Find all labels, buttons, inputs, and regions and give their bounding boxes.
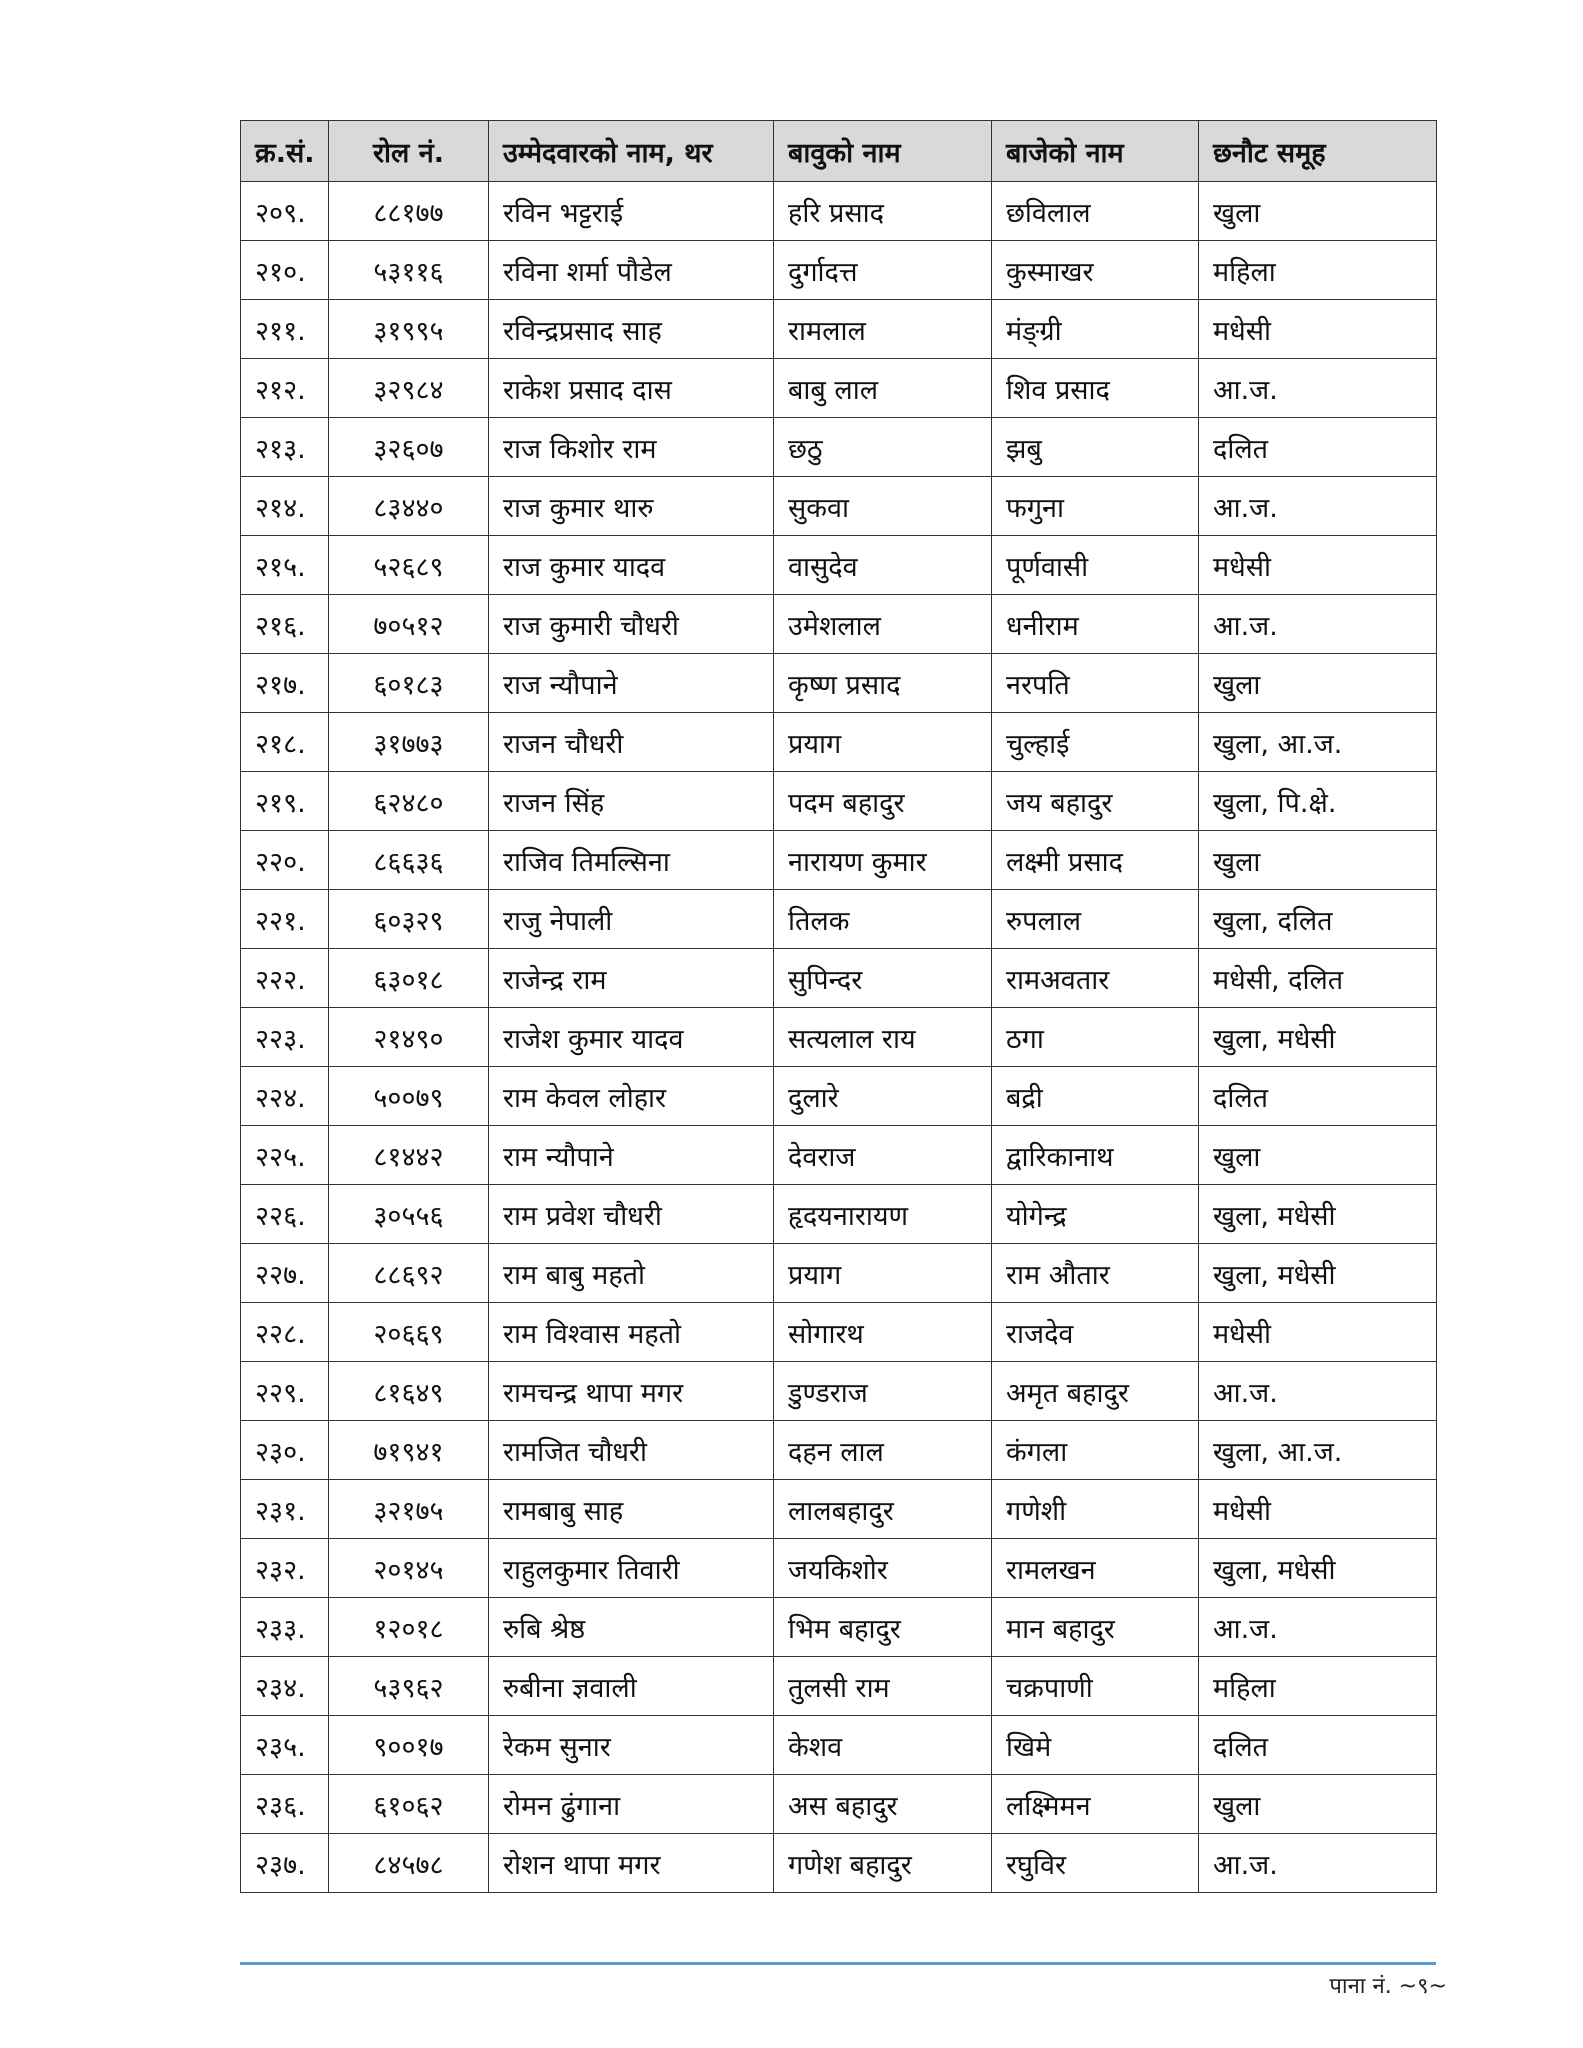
- cell-sn: २१९.: [241, 772, 329, 831]
- cell-group: मधेसी, दलित: [1199, 949, 1437, 1008]
- table-row: [241, 1303, 1437, 1362]
- table-row: [241, 1362, 1437, 1421]
- table-row: [241, 1421, 1437, 1480]
- cell-sn: २२९.: [241, 1362, 329, 1421]
- cell-roll: २०६६९: [329, 1303, 489, 1362]
- cell-father: अस बहादुर: [774, 1775, 992, 1834]
- cell-roll: ६३०१८: [329, 949, 489, 1008]
- cell-father: सुकवा: [774, 477, 992, 536]
- cell-group: मधेसी: [1199, 1480, 1437, 1539]
- cell-father: देवराज: [774, 1126, 992, 1185]
- cell-father: तुलसी राम: [774, 1657, 992, 1716]
- cell-group: आ.ज.: [1199, 1362, 1437, 1421]
- cell-group: महिला: [1199, 1657, 1437, 1716]
- cell-grandfather: गणेशी: [992, 1480, 1199, 1539]
- cell-name: राजु नेपाली: [489, 890, 774, 949]
- cell-name: राजेश कुमार यादव: [489, 1008, 774, 1067]
- cell-sn: २२७.: [241, 1244, 329, 1303]
- cell-sn: २१८.: [241, 713, 329, 772]
- table-header: [241, 121, 1437, 182]
- table-row: [241, 654, 1437, 713]
- cell-grandfather: चुल्हाई: [992, 713, 1199, 772]
- table-row: [241, 1480, 1437, 1539]
- cell-sn: २२२.: [241, 949, 329, 1008]
- cell-roll: ७१९४१: [329, 1421, 489, 1480]
- cell-group: आ.ज.: [1199, 1834, 1437, 1893]
- cell-roll: ६२४८०: [329, 772, 489, 831]
- cell-group: खुला, दलित: [1199, 890, 1437, 949]
- cell-grandfather: पूर्णवासी: [992, 536, 1199, 595]
- table-row: [241, 1598, 1437, 1657]
- cell-grandfather: रघुविर: [992, 1834, 1199, 1893]
- cell-roll: ३२१७५: [329, 1480, 489, 1539]
- table-row: [241, 1539, 1437, 1598]
- cell-father: डुण्डराज: [774, 1362, 992, 1421]
- cell-father: वासुदेव: [774, 536, 992, 595]
- table-body: [241, 182, 1437, 1893]
- cell-grandfather: फगुना: [992, 477, 1199, 536]
- cell-grandfather: रामलखन: [992, 1539, 1199, 1598]
- cell-name: रामचन्द्र थापा मगर: [489, 1362, 774, 1421]
- cell-grandfather: शिव प्रसाद: [992, 359, 1199, 418]
- cell-group: खुला, मधेसी: [1199, 1185, 1437, 1244]
- table-row: [241, 772, 1437, 831]
- cell-father: पदम बहादुर: [774, 772, 992, 831]
- cell-name: रविन भट्टराई: [489, 182, 774, 241]
- cell-name: रविन्द्रप्रसाद साह: [489, 300, 774, 359]
- header-father: बावुको नाम: [774, 121, 992, 182]
- table-row: [241, 477, 1437, 536]
- cell-sn: २२४.: [241, 1067, 329, 1126]
- table-row: [241, 418, 1437, 477]
- cell-grandfather: रामअवतार: [992, 949, 1199, 1008]
- cell-grandfather: झबु: [992, 418, 1199, 477]
- cell-grandfather: जय बहादुर: [992, 772, 1199, 831]
- table-row: [241, 1126, 1437, 1185]
- cell-sn: २३६.: [241, 1775, 329, 1834]
- cell-father: दुलारे: [774, 1067, 992, 1126]
- cell-father: हरि प्रसाद: [774, 182, 992, 241]
- cell-grandfather: अमृत बहादुर: [992, 1362, 1199, 1421]
- cell-name: राम प्रवेश चौधरी: [489, 1185, 774, 1244]
- header-sn: क्र.सं.: [241, 121, 329, 182]
- cell-name: राज कुमारी चौधरी: [489, 595, 774, 654]
- table-row: [241, 713, 1437, 772]
- cell-name: रविना शर्मा पौडेल: [489, 241, 774, 300]
- cell-roll: ५३९६२: [329, 1657, 489, 1716]
- cell-roll: ६०१८३: [329, 654, 489, 713]
- cell-group: मधेसी: [1199, 536, 1437, 595]
- cell-group: खुला, पि.क्षे.: [1199, 772, 1437, 831]
- cell-name: राज कुमार यादव: [489, 536, 774, 595]
- cell-sn: २०९.: [241, 182, 329, 241]
- cell-group: खुला: [1199, 654, 1437, 713]
- cell-roll: ८४५७८: [329, 1834, 489, 1893]
- header-roll: रोल नं.: [329, 121, 489, 182]
- cell-group: खुला, आ.ज.: [1199, 713, 1437, 772]
- cell-name: रेकम सुनार: [489, 1716, 774, 1775]
- cell-sn: २११.: [241, 300, 329, 359]
- table-row: [241, 182, 1437, 241]
- cell-name: राज किशोर राम: [489, 418, 774, 477]
- cell-grandfather: राम औतार: [992, 1244, 1199, 1303]
- cell-name: राजेन्द्र राम: [489, 949, 774, 1008]
- cell-roll: ३०५५६: [329, 1185, 489, 1244]
- cell-father: उमेशलाल: [774, 595, 992, 654]
- footer-divider: [240, 1962, 1436, 1965]
- cell-father: केशव: [774, 1716, 992, 1775]
- table-row: [241, 300, 1437, 359]
- cell-name: रोशन थापा मगर: [489, 1834, 774, 1893]
- cell-roll: ८१४४२: [329, 1126, 489, 1185]
- cell-roll: ८१६४९: [329, 1362, 489, 1421]
- cell-group: खुला, आ.ज.: [1199, 1421, 1437, 1480]
- cell-sn: २२३.: [241, 1008, 329, 1067]
- cell-name: राहुलकुमार तिवारी: [489, 1539, 774, 1598]
- cell-sn: २३३.: [241, 1598, 329, 1657]
- cell-sn: २१३.: [241, 418, 329, 477]
- cell-roll: ८३४४०: [329, 477, 489, 536]
- cell-father: बाबु लाल: [774, 359, 992, 418]
- page-number: पाना नं. ~९~: [1329, 1974, 1447, 1999]
- cell-grandfather: ठगा: [992, 1008, 1199, 1067]
- cell-roll: ५२६८९: [329, 536, 489, 595]
- cell-roll: ७०५१२: [329, 595, 489, 654]
- cell-name: रुबि श्रेष्ठ: [489, 1598, 774, 1657]
- cell-sn: २३४.: [241, 1657, 329, 1716]
- table-row: [241, 1244, 1437, 1303]
- cell-name: राजन सिंह: [489, 772, 774, 831]
- cell-roll: १२०१८: [329, 1598, 489, 1657]
- cell-father: भिम बहादुर: [774, 1598, 992, 1657]
- table-row: [241, 595, 1437, 654]
- cell-roll: ५००७९: [329, 1067, 489, 1126]
- cell-grandfather: धनीराम: [992, 595, 1199, 654]
- cell-roll: ३१७७३: [329, 713, 489, 772]
- cell-sn: २१४.: [241, 477, 329, 536]
- cell-group: खुला: [1199, 831, 1437, 890]
- cell-sn: २२५.: [241, 1126, 329, 1185]
- cell-sn: २१६.: [241, 595, 329, 654]
- cell-group: खुला: [1199, 1775, 1437, 1834]
- cell-roll: ३२९८४: [329, 359, 489, 418]
- cell-roll: २०१४५: [329, 1539, 489, 1598]
- cell-father: कृष्ण प्रसाद: [774, 654, 992, 713]
- cell-grandfather: खिमे: [992, 1716, 1199, 1775]
- cell-father: सुपिन्दर: [774, 949, 992, 1008]
- cell-name: राजन चौधरी: [489, 713, 774, 772]
- cell-group: दलित: [1199, 1716, 1437, 1775]
- cell-name: राकेश प्रसाद दास: [489, 359, 774, 418]
- cell-sn: २३२.: [241, 1539, 329, 1598]
- cell-sn: २३०.: [241, 1421, 329, 1480]
- cell-name: रामबाबु साह: [489, 1480, 774, 1539]
- cell-grandfather: रुपलाल: [992, 890, 1199, 949]
- table-row: [241, 1775, 1437, 1834]
- cell-sn: २२०.: [241, 831, 329, 890]
- cell-father: प्रयाग: [774, 713, 992, 772]
- header-group: छनौट समूह: [1199, 121, 1437, 182]
- table-row: [241, 241, 1437, 300]
- cell-roll: ९००१७: [329, 1716, 489, 1775]
- cell-father: दुर्गादत्त: [774, 241, 992, 300]
- cell-father: जयकिशोर: [774, 1539, 992, 1598]
- cell-group: खुला: [1199, 182, 1437, 241]
- cell-group: आ.ज.: [1199, 359, 1437, 418]
- cell-name: राम बाबु महतो: [489, 1244, 774, 1303]
- table-row: [241, 1067, 1437, 1126]
- cell-father: हृदयनारायण: [774, 1185, 992, 1244]
- cell-sn: २१७.: [241, 654, 329, 713]
- table-row: [241, 831, 1437, 890]
- cell-grandfather: लक्ष्मी प्रसाद: [992, 831, 1199, 890]
- cell-grandfather: छविलाल: [992, 182, 1199, 241]
- cell-name: राज न्यौपाने: [489, 654, 774, 713]
- cell-father: सत्यलाल राय: [774, 1008, 992, 1067]
- cell-roll: २१४९०: [329, 1008, 489, 1067]
- cell-name: रोमन ढुंगाना: [489, 1775, 774, 1834]
- cell-grandfather: लक्ष्मिमन: [992, 1775, 1199, 1834]
- cell-grandfather: मंङ्ग्री: [992, 300, 1199, 359]
- cell-father: गणेश बहादुर: [774, 1834, 992, 1893]
- cell-group: खुला, मधेसी: [1199, 1244, 1437, 1303]
- cell-group: मधेसी: [1199, 300, 1437, 359]
- table-row: [241, 1008, 1437, 1067]
- cell-grandfather: नरपति: [992, 654, 1199, 713]
- cell-father: सोगारथ: [774, 1303, 992, 1362]
- cell-group: खुला, मधेसी: [1199, 1008, 1437, 1067]
- header-row: [241, 121, 1437, 182]
- cell-group: आ.ज.: [1199, 595, 1437, 654]
- cell-roll: ८८६९२: [329, 1244, 489, 1303]
- cell-roll: ६१०६२: [329, 1775, 489, 1834]
- cell-grandfather: बद्री: [992, 1067, 1199, 1126]
- cell-sn: २३१.: [241, 1480, 329, 1539]
- table-row: [241, 1834, 1437, 1893]
- cell-sn: २३५.: [241, 1716, 329, 1775]
- cell-name: राज कुमार थारु: [489, 477, 774, 536]
- cell-sn: २१२.: [241, 359, 329, 418]
- cell-sn: २१०.: [241, 241, 329, 300]
- cell-group: आ.ज.: [1199, 1598, 1437, 1657]
- cell-group: खुला, मधेसी: [1199, 1539, 1437, 1598]
- cell-roll: ५३११६: [329, 241, 489, 300]
- table-row: [241, 890, 1437, 949]
- cell-sn: २२१.: [241, 890, 329, 949]
- cell-grandfather: मान बहादुर: [992, 1598, 1199, 1657]
- cell-father: प्रयाग: [774, 1244, 992, 1303]
- results-table: [240, 120, 1437, 1893]
- cell-group: दलित: [1199, 1067, 1437, 1126]
- header-grandfather: बाजेको नाम: [992, 121, 1199, 182]
- cell-grandfather: कुस्माखर: [992, 241, 1199, 300]
- table-row: [241, 1185, 1437, 1244]
- cell-group: महिला: [1199, 241, 1437, 300]
- cell-father: नारायण कुमार: [774, 831, 992, 890]
- header-name: उम्मेदवारको नाम, थर: [489, 121, 774, 182]
- cell-roll: ८८१७७: [329, 182, 489, 241]
- cell-group: खुला: [1199, 1126, 1437, 1185]
- cell-father: दहन लाल: [774, 1421, 992, 1480]
- cell-roll: ८६६३६: [329, 831, 489, 890]
- cell-roll: ३२६०७: [329, 418, 489, 477]
- cell-father: छठु: [774, 418, 992, 477]
- cell-group: आ.ज.: [1199, 477, 1437, 536]
- cell-roll: ६०३२९: [329, 890, 489, 949]
- cell-name: राजिव तिमल्सिना: [489, 831, 774, 890]
- cell-sn: २१५.: [241, 536, 329, 595]
- cell-father: तिलक: [774, 890, 992, 949]
- cell-sn: २२८.: [241, 1303, 329, 1362]
- cell-group: दलित: [1199, 418, 1437, 477]
- cell-father: रामलाल: [774, 300, 992, 359]
- cell-grandfather: योगेन्द्र: [992, 1185, 1199, 1244]
- cell-grandfather: द्वारिकानाथ: [992, 1126, 1199, 1185]
- cell-name: राम केवल लोहार: [489, 1067, 774, 1126]
- cell-sn: २३७.: [241, 1834, 329, 1893]
- cell-name: राम विश्वास महतो: [489, 1303, 774, 1362]
- cell-grandfather: चक्रपाणी: [992, 1657, 1199, 1716]
- cell-roll: ३१९९५: [329, 300, 489, 359]
- cell-father: लालबहादुर: [774, 1480, 992, 1539]
- table-row: [241, 1657, 1437, 1716]
- cell-name: रुबीना ज्ञवाली: [489, 1657, 774, 1716]
- table-row: [241, 949, 1437, 1008]
- cell-name: रामजित चौधरी: [489, 1421, 774, 1480]
- cell-grandfather: राजदेव: [992, 1303, 1199, 1362]
- table-row: [241, 359, 1437, 418]
- cell-name: राम न्यौपाने: [489, 1126, 774, 1185]
- cell-group: मधेसी: [1199, 1303, 1437, 1362]
- cell-sn: २२६.: [241, 1185, 329, 1244]
- table-row: [241, 536, 1437, 595]
- table-row: [241, 1716, 1437, 1775]
- cell-grandfather: कंगला: [992, 1421, 1199, 1480]
